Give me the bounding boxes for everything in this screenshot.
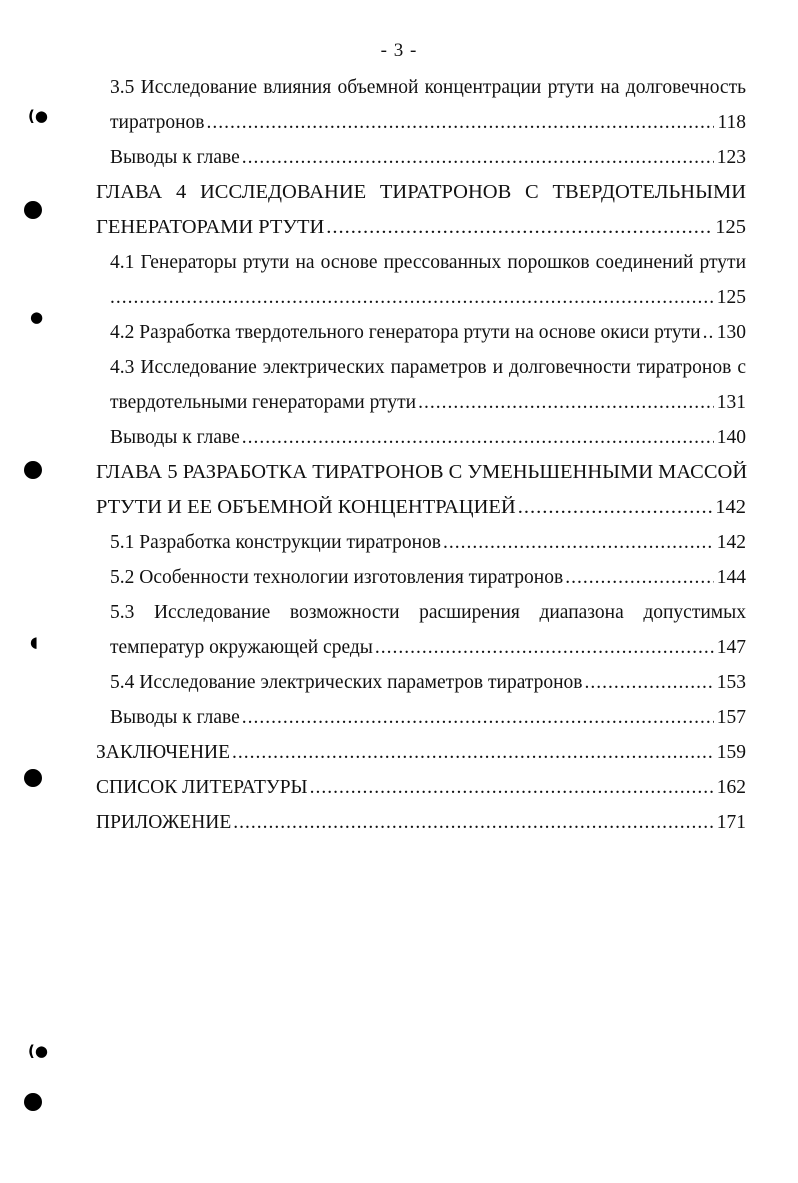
scan-mark: (● — [28, 107, 48, 125]
toc-entry-appendix[interactable] — [96, 810, 746, 836]
toc-entry-4-3[interactable] — [110, 390, 746, 416]
toc-entry-ch3-conclusions[interactable] — [110, 145, 746, 171]
toc-page-number: 162 — [716, 777, 746, 798]
leader-dots — [375, 635, 714, 661]
toc-entry-5-3-line1: 5.3 Исследование возможности расширения диапазона допустимых — [110, 602, 746, 623]
toc-page-number: 171 — [716, 812, 746, 833]
toc-page-number: 125 — [716, 287, 746, 308]
toc-entry-title: ПРИЛОЖЕНИЕ — [96, 812, 232, 833]
toc-page-number: 157 — [716, 707, 746, 728]
binder-hole — [24, 1093, 42, 1111]
toc-entry-5-3[interactable] — [110, 635, 746, 661]
toc-page-number: 142 — [716, 532, 746, 553]
toc-entry-conclusion[interactable] — [96, 740, 746, 766]
toc-page-number: 153 — [716, 672, 746, 693]
toc-chapter-4[interactable] — [96, 214, 746, 240]
leader-dots — [585, 670, 714, 696]
toc-page-number: 118 — [717, 112, 746, 133]
toc-page-number: 125 — [715, 216, 746, 238]
toc-entry-ch5-conclusions[interactable] — [110, 705, 746, 731]
toc-entry-title: температур окружающей среды — [110, 637, 373, 658]
toc-entry-4-1[interactable] — [110, 285, 746, 311]
toc-entry-4-1-line1: 4.1 Генераторы ртути на основе прессованных порошков соединений ртути — [110, 252, 746, 273]
toc-entry-3-5[interactable] — [110, 110, 746, 136]
leader-dots — [443, 530, 714, 556]
toc-entry-title: РТУТИ И ЕЕ ОБЪЕМНОЙ КОНЦЕНТРАЦИЕЙ — [96, 496, 516, 518]
leader-dots — [242, 145, 714, 171]
toc-entry-title: Выводы к главе — [110, 707, 240, 728]
toc-page-number: 142 — [715, 496, 746, 518]
binder-hole — [24, 201, 42, 219]
leader-dots — [703, 320, 714, 346]
leader-dots — [418, 390, 714, 416]
toc-entry-title: ГЕНЕРАТОРАМИ РТУТИ — [96, 216, 325, 238]
binder-hole — [24, 461, 42, 479]
toc-page-number: 140 — [716, 427, 746, 448]
toc-entry-5-4[interactable] — [110, 670, 746, 696]
toc-entry-references[interactable] — [96, 775, 746, 801]
toc-entry-title: 4.2 Разработка твердотельного генератора ртути на основе окиси ртути — [110, 322, 701, 343]
scan-mark: ◖ — [30, 633, 38, 651]
toc-entry-3-5-line1: 3.5 Исследование влияния объемной концентрации ртути на долговечность — [110, 77, 746, 98]
toc-page-number: 144 — [716, 567, 746, 588]
toc-entry-title: СПИСОК ЛИТЕРАТУРЫ — [96, 777, 308, 798]
scan-mark: (● — [28, 1042, 48, 1060]
toc-entry-title: 5.1 Разработка конструкции тиратронов — [110, 532, 441, 553]
leader-dots — [310, 775, 714, 801]
toc-entry-ch4-conclusions[interactable] — [110, 425, 746, 451]
toc-page-number: 159 — [716, 742, 746, 763]
toc-page-number: 131 — [716, 392, 746, 413]
toc-chapter-4-line1: ГЛАВА 4 ИССЛЕДОВАНИЕ ТИРАТРОНОВ С ТВЕРДОТЕЛЬНЫМИ — [96, 181, 746, 203]
toc-entry-title: Выводы к главе — [110, 147, 240, 168]
toc-entry-5-2[interactable] — [110, 565, 746, 591]
binder-hole — [24, 769, 42, 787]
toc-chapter-5[interactable] — [96, 494, 746, 520]
leader-dots — [242, 425, 714, 451]
toc-page-number: 130 — [716, 322, 746, 343]
toc-entry-title: Выводы к главе — [110, 427, 240, 448]
leader-dots — [326, 214, 712, 240]
toc-page-number: 147 — [716, 637, 746, 658]
toc-chapter-5-line1: ГЛАВА 5 РАЗРАБОТКА ТИРАТРОНОВ С УМЕНЬШЕННЫМИ МАССОЙ — [96, 461, 748, 483]
toc-page-number: 123 — [716, 147, 746, 168]
toc-entry-4-2[interactable] — [110, 320, 746, 346]
leader-dots — [565, 565, 714, 591]
leader-dots — [207, 110, 715, 136]
toc-entry-title: 5.4 Исследование электрических параметров тиратронов — [110, 672, 583, 693]
toc-entry-title: твердотельными генераторами ртути — [110, 392, 417, 413]
leader-dots — [518, 494, 713, 520]
toc-entry-title: 5.2 Особенности технологии изготовления тиратронов — [110, 567, 564, 588]
toc-entry-title: ЗАКЛЮЧЕНИЕ — [96, 742, 231, 763]
leader-dots — [233, 810, 713, 836]
toc-entry-5-1[interactable] — [110, 530, 746, 556]
toc-entry-title: тиратронов — [110, 112, 205, 133]
leader-dots — [242, 705, 714, 731]
leader-dots — [232, 740, 714, 766]
scan-mark: ● — [30, 308, 44, 326]
page-number: - 3 - — [380, 40, 418, 61]
leader-dots — [110, 285, 714, 311]
toc-entry-4-3-line1: 4.3 Исследование электрических параметров и долговечности тиратронов с — [110, 357, 746, 378]
